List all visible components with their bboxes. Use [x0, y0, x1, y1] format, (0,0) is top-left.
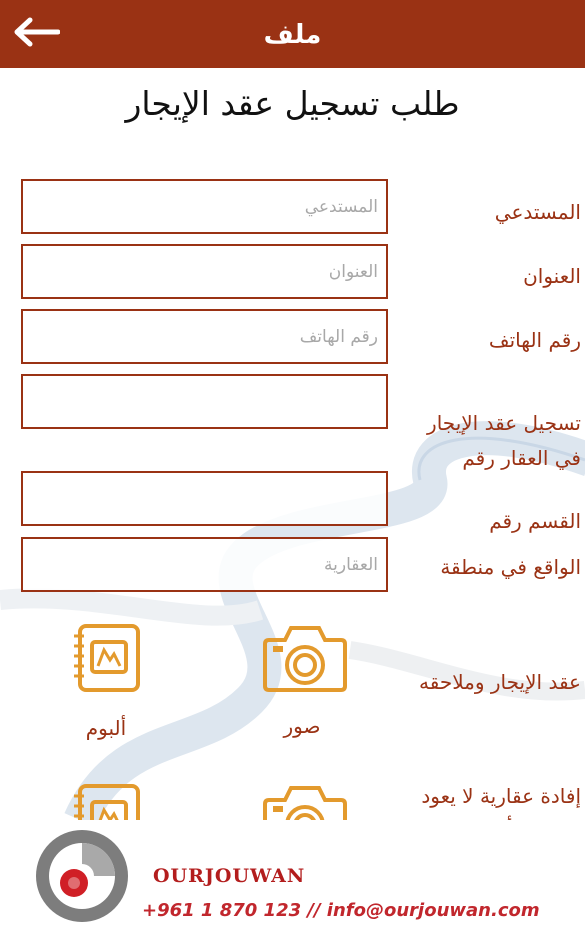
property-number-input[interactable]: [21, 374, 388, 429]
lease-attachment-label: عقد الإيجار وملاحقه: [419, 670, 581, 694]
certificate-label-line1: إفادة عقارية لا يعود: [421, 784, 581, 808]
brand-contact[interactable]: +961 1 870 123 // info@ourjouwan.com: [142, 900, 540, 921]
address-label: العنوان: [523, 264, 581, 288]
header-title: ملف: [263, 20, 322, 50]
section-number-input[interactable]: [21, 471, 388, 526]
address-input[interactable]: [21, 244, 388, 299]
applicant-input[interactable]: [21, 179, 388, 234]
ourjouwan-logo: [34, 828, 130, 924]
applicant-label: المستدعي: [494, 200, 581, 224]
brand-name: OURJOUWAN: [153, 865, 306, 887]
phone-input[interactable]: [21, 309, 388, 364]
page-title: طلب تسجيل عقد الإيجار: [125, 84, 460, 123]
area-label: الواقع في منطقة: [440, 555, 581, 579]
footer-banner: [0, 820, 585, 930]
area-input[interactable]: [21, 537, 388, 592]
section-number-label: القسم رقم: [489, 509, 581, 533]
album-caption: ألبوم: [85, 716, 127, 740]
property-number-label-line1: تسجيل عقد الإيجار: [427, 411, 581, 435]
photos-caption: صور: [283, 714, 321, 738]
phone-label: رقم الهاتف: [488, 328, 581, 352]
property-number-label-line2: في العقار رقم: [462, 446, 581, 470]
camera-icon[interactable]: [263, 622, 347, 692]
album-icon[interactable]: [72, 622, 142, 694]
app-header: [0, 0, 585, 68]
